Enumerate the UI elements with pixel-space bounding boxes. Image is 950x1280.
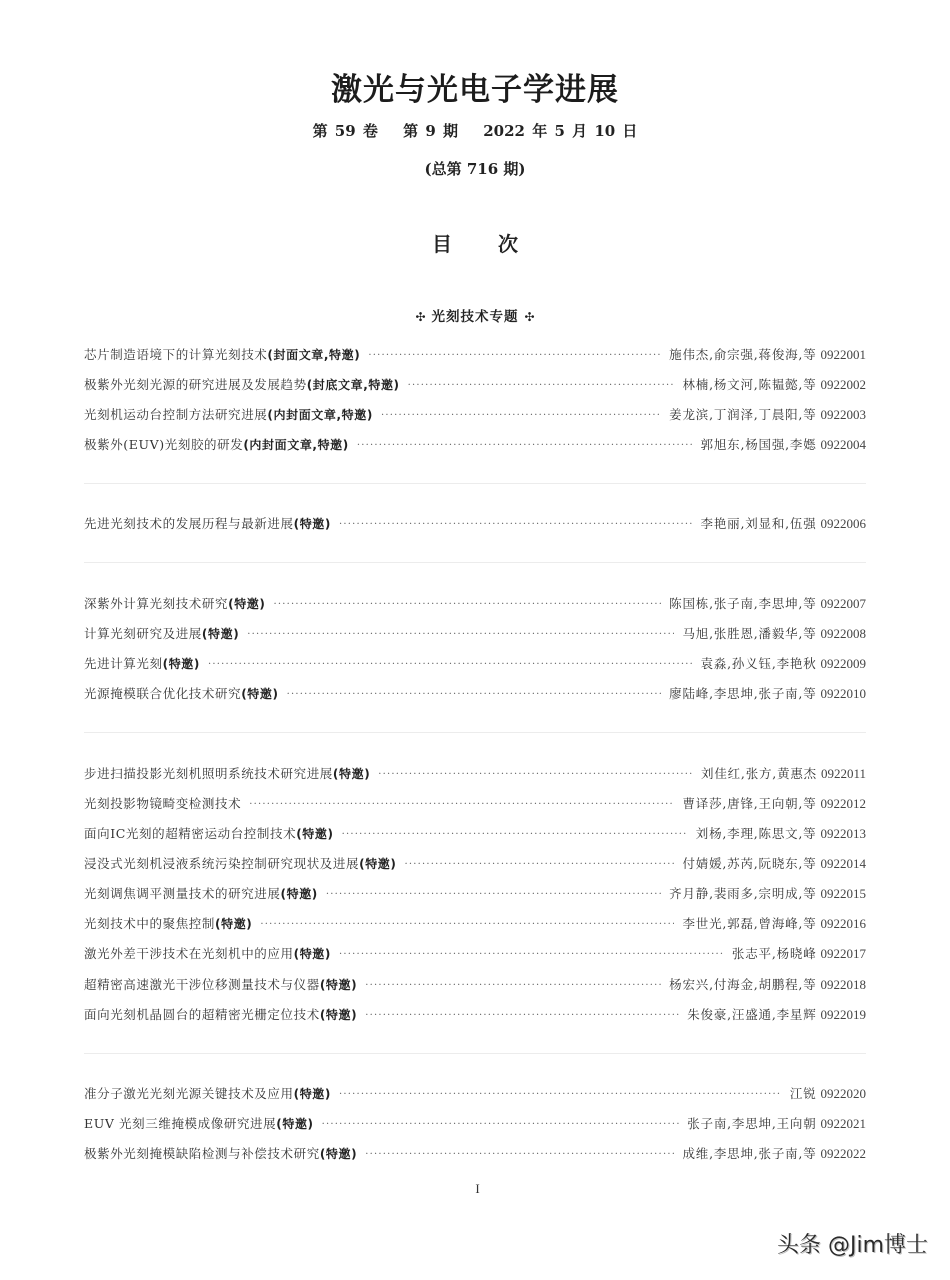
toc-entry[interactable]	[84, 794, 866, 814]
leader-dots	[322, 1119, 680, 1130]
toc-entry[interactable]	[84, 654, 866, 674]
entry-page[interactable]: 0922014	[820, 856, 866, 871]
group-divider	[84, 483, 866, 484]
entry-authors: 姜龙滨,丁润泽,丁晨阳,等	[669, 407, 817, 422]
entry-tag: (特邀)	[228, 597, 266, 611]
entry-tag: (特邀)	[296, 827, 334, 841]
entry-authors: 张志平,杨晓峰	[731, 946, 817, 961]
volume: 第 59 卷	[312, 122, 378, 140]
entry-title: 激光外差干涉技术在光刻机中的应用(特邀)	[84, 946, 331, 961]
entry-tag: (特邀)	[332, 767, 371, 781]
toc-entry[interactable]	[84, 514, 866, 534]
entry-page[interactable]: 0922016	[820, 916, 866, 931]
toc-entry[interactable]	[84, 594, 866, 614]
entry-authors: 刘杨,李理,陈思文,等	[695, 826, 817, 841]
entry-tag: (内封面文章,特邀)	[243, 438, 349, 452]
entry-authors: 廖陆峰,李思坤,张子南,等	[669, 686, 817, 701]
entry-page[interactable]: 0922015	[820, 886, 866, 901]
leader-dots	[368, 350, 661, 361]
entry-title: 深紫外计算光刻技术研究(特邀)	[84, 596, 266, 611]
leader-dots	[365, 980, 661, 991]
entry-page[interactable]: 0922007	[820, 596, 866, 611]
entry-title: 光刻投影物镜畸变检测技术	[84, 796, 242, 811]
entry-title: 芯片制造语境下的计算光刻技术(封面文章,特邀)	[84, 347, 361, 362]
leader-dots	[404, 859, 674, 870]
entry-title: 步进扫描投影光刻机照明系统技术研究进展(特邀)	[84, 766, 371, 781]
entry-authors: 刘佳红,张方,黄惠杰	[701, 766, 817, 781]
toc-entry[interactable]	[84, 435, 866, 455]
toc-entry[interactable]	[84, 914, 866, 934]
toc-entry[interactable]	[84, 1114, 866, 1134]
entry-page[interactable]: 0922020	[820, 1086, 866, 1101]
entry-authors: 李艳丽,刘显和,伍强	[700, 516, 817, 531]
entry-tag: (特邀)	[293, 1087, 331, 1101]
entry-page[interactable]: 0922003	[820, 407, 866, 422]
entry-tag: (特邀)	[215, 917, 253, 931]
entry-authors: 施伟杰,俞宗强,蒋俊海,等	[669, 347, 817, 362]
watermark: 头条 @Jim博士	[776, 1233, 928, 1258]
entry-page[interactable]: 0922001	[820, 347, 866, 362]
entry-page[interactable]: 0922008	[820, 626, 866, 641]
leader-dots	[365, 1010, 679, 1021]
entry-title: 光刻调焦调平测量技术的研究进展(特邀)	[84, 886, 318, 901]
entry-page[interactable]: 0922013	[820, 826, 866, 841]
leader-dots	[260, 919, 674, 930]
entry-title: 极紫外光刻光源的研究进展及发展趋势(封底文章,特邀)	[84, 377, 400, 392]
publish-date: 2022 年 5 月 10 日	[483, 122, 638, 140]
entry-authors: 成维,李思坤,张子南,等	[682, 1146, 817, 1161]
leader-dots	[208, 659, 693, 670]
toc-entry[interactable]	[84, 624, 866, 644]
entry-page[interactable]: 0922021	[820, 1116, 866, 1131]
entry-page[interactable]: 0922018	[820, 977, 866, 992]
entry-tag: (特邀)	[162, 657, 200, 671]
issue: 第 9 期	[403, 122, 459, 140]
entry-tag: (特邀)	[293, 517, 331, 531]
leader-dots	[357, 440, 693, 451]
entry-authors: 齐月静,裴雨多,宗明成,等	[669, 886, 817, 901]
entry-authors: 杨宏兴,付海金,胡鹏程,等	[669, 977, 817, 992]
entry-title: 光源掩模联合优化技术研究(特邀)	[84, 686, 279, 701]
toc-entry[interactable]	[84, 1084, 866, 1104]
entry-authors: 林楠,杨文河,陈韫懿,等	[682, 377, 817, 392]
entry-title: 极紫外光刻掩模缺陷检测与补偿技术研究(特邀)	[84, 1146, 358, 1161]
leader-dots	[326, 889, 661, 900]
entry-page[interactable]: 0922002	[820, 377, 866, 392]
leader-dots	[273, 599, 661, 610]
group-divider	[84, 562, 866, 563]
entry-authors: 江锐	[789, 1086, 817, 1101]
entry-page[interactable]: 0922012	[820, 796, 866, 811]
toc-entry[interactable]	[84, 1005, 866, 1025]
entry-tag: (特邀)	[319, 1147, 358, 1161]
toc-entry[interactable]	[84, 764, 866, 784]
entry-tag: (特邀)	[276, 1117, 314, 1131]
group-divider	[84, 1053, 866, 1054]
leader-dots	[339, 519, 693, 530]
toc-entry[interactable]	[84, 345, 866, 365]
issue-info	[0, 120, 950, 141]
leader-dots	[287, 689, 662, 700]
entry-title: 超精密高速激光干涉位移测量技术与仪器(特邀)	[84, 977, 358, 992]
entry-page[interactable]: 0922019	[820, 1007, 866, 1022]
leader-dots	[381, 410, 661, 421]
entry-page[interactable]: 0922022	[820, 1146, 866, 1161]
entry-tag: (特邀)	[319, 978, 358, 992]
leader-dots	[247, 629, 674, 640]
entry-page[interactable]: 0922017	[820, 946, 866, 961]
entry-title: 光刻技术中的聚焦控制(特邀)	[84, 916, 253, 931]
ornament-icon: ✣	[415, 310, 426, 324]
page-number: I	[475, 1181, 480, 1196]
entry-tag: (封底文章,特邀)	[306, 378, 400, 392]
entry-tag: (封面文章,特邀)	[267, 348, 361, 362]
toc-entry[interactable]	[84, 884, 866, 904]
entry-tag: (特邀)	[359, 857, 397, 871]
entry-page[interactable]: 0922009	[820, 656, 866, 671]
entry-authors: 郭旭东,杨国强,李嫕	[700, 437, 817, 452]
entry-page[interactable]: 0922010	[820, 686, 866, 701]
entry-tag: (特邀)	[241, 687, 279, 701]
entry-authors: 朱俊豪,汪盛通,李星辉	[687, 1007, 817, 1022]
section-title	[0, 305, 950, 325]
entry-authors: 陈国栋,张子南,李思坤,等	[669, 596, 817, 611]
total-issue: (总第 716 期)	[424, 160, 526, 178]
journal-title: 激光与光电子学进展	[331, 72, 619, 108]
toc-heading: 目次	[432, 232, 564, 256]
entry-title: 准分子激光光刻光源关键技术及应用(特邀)	[84, 1086, 331, 1101]
entry-tag: (特邀)	[201, 627, 240, 641]
entry-title: 先进计算光刻(特邀)	[84, 656, 200, 671]
entry-tag: (特邀)	[293, 947, 331, 961]
leader-dots	[342, 829, 688, 840]
entry-page[interactable]: 0922006	[820, 516, 866, 531]
entry-title: 面向IC光刻的超精密运动台控制技术(特邀)	[84, 826, 334, 841]
entry-tag: (特邀)	[319, 1008, 358, 1022]
entry-authors: 马旭,张胜恩,潘毅华,等	[682, 626, 817, 641]
entry-authors: 曹译莎,唐锋,王向朝,等	[682, 796, 817, 811]
leader-dots	[339, 949, 724, 960]
toc-entry[interactable]	[84, 1144, 866, 1164]
toc-entry[interactable]	[84, 684, 866, 704]
leader-dots	[378, 769, 693, 780]
entry-authors: 袁淼,孙义钰,李艳秋	[700, 656, 817, 671]
entry-page[interactable]: 0922004	[820, 437, 866, 452]
toc-entry[interactable]	[84, 944, 866, 964]
toc-entry[interactable]	[84, 975, 866, 995]
entry-title: 面向光刻机晶圆台的超精密光栅定位技术(特邀)	[84, 1007, 358, 1022]
entry-title: 光刻机运动台控制方法研究进展(内封面文章,特邀)	[84, 407, 373, 422]
entry-title: 先进光刻技术的发展历程与最新进展(特邀)	[84, 516, 331, 531]
entry-title: 极紫外(EUV)光刻胶的研发(内封面文章,特邀)	[84, 437, 349, 452]
leader-dots	[408, 380, 675, 391]
leader-dots	[365, 1149, 674, 1160]
entry-page[interactable]: 0922011	[820, 766, 866, 781]
entry-authors: 付婧媛,苏芮,阮晓东,等	[682, 856, 817, 871]
group-divider	[84, 732, 866, 733]
toc-entry[interactable]	[84, 854, 866, 874]
entry-tag: (内封面文章,特邀)	[267, 408, 373, 422]
section-title-text: 光刻技术专题	[431, 309, 519, 325]
toc-entry[interactable]	[84, 824, 866, 844]
entry-title: 浸没式光刻机浸液系统污染控制研究现状及进展(特邀)	[84, 856, 397, 871]
entry-authors: 张子南,李思坤,王向朝	[687, 1116, 817, 1131]
toc-entry[interactable]	[84, 375, 866, 395]
entry-title: 计算光刻研究及进展(特邀)	[84, 626, 240, 641]
leader-dots	[339, 1089, 782, 1100]
entry-authors: 李世光,郭磊,曾海峰,等	[682, 916, 817, 931]
entry-title: EUV 光刻三维掩模成像研究进展(特邀)	[84, 1116, 314, 1131]
leader-dots	[249, 799, 674, 810]
toc-entry[interactable]	[84, 405, 866, 425]
ornament-icon: ✣	[524, 310, 535, 324]
entry-tag: (特邀)	[280, 887, 318, 901]
